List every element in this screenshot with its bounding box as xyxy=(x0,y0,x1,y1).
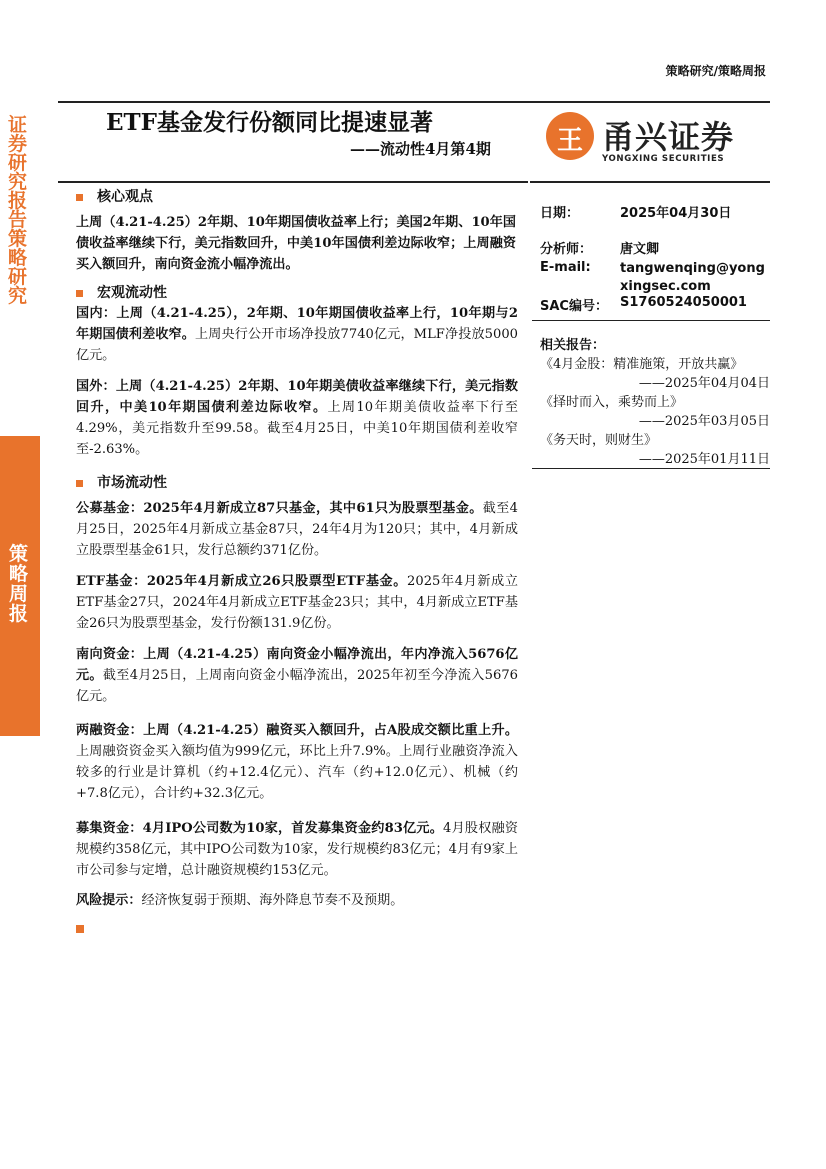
info-rule-top xyxy=(532,320,770,321)
related-report-date: ——2025年03月05日 xyxy=(638,414,770,429)
sidebar-top-text: 证券研究报告 策略研究 xyxy=(8,114,28,307)
related-report-date: ——2025年01月11日 xyxy=(638,452,770,467)
core-summary: 上周（4.21-4.25）2年期、10年期国债收益率上行；美国2年期、10年国债收益率继续下行，美元指数回升，中美10年国债利差边际收窄；上周融资买入额回升，南向资金流小幅净流出。 xyxy=(76,215,516,272)
macro-foreign-text: 上周10年期美债收益率下行至4.29%，美元指数升至99.58。截至4月25日，中美10年期国债利差收窄至-2.63%。 xyxy=(76,400,518,457)
macro-domestic-bold: 国内：上周（4.21-4.25），2年期、10年期国债收益率上行，10年期与2年期国债利差收窄。 xyxy=(76,306,518,342)
logo-name-en: YONGXING SECURITIES xyxy=(602,154,725,164)
macro-domestic-text: 上周央行公开市场净投放7740亿元，MLF净投放5000亿元。 xyxy=(76,327,518,363)
report-category-label: 策略研究/策略周报 xyxy=(665,64,766,78)
bullet-square-icon xyxy=(76,480,83,487)
logo-name-cn: 甬兴证券 xyxy=(602,118,735,156)
related-label: 相关报告： xyxy=(540,338,606,353)
bullet-square-icon xyxy=(76,194,83,201)
market-south-paragraph xyxy=(76,644,518,707)
header-rule xyxy=(58,101,770,103)
title-rule-left xyxy=(58,181,528,183)
market-etf-paragraph xyxy=(76,571,518,634)
market-margin-text: 上周融资资金买入额均值为999亿元，环比上升7.9%。上周行业融资净流入较多的行业是计算机（约+12.4亿元）、汽车（约+12.0亿元）、机械（约+7.8亿元），合计约+32.3亿元。 xyxy=(76,744,518,801)
sac-value: S1760524050001 xyxy=(620,295,747,310)
market-etf-bold: ETF基金：2025年4月新成立26只股票型ETF基金。 xyxy=(76,574,408,589)
analyst-value: 唐文卿 xyxy=(620,242,660,257)
bullet-square-icon xyxy=(76,290,83,297)
bullet-square-icon xyxy=(76,925,84,933)
info-analyst-row xyxy=(540,238,770,257)
section-market-heading: 市场流动性 xyxy=(76,472,167,492)
risk-paragraph xyxy=(76,890,518,911)
related-report-date: ——2025年04月04日 xyxy=(638,376,770,391)
sidebar-report-type xyxy=(0,102,40,436)
related-report-title[interactable]: 《择时而入，乘势而上》 xyxy=(540,395,684,410)
date-value: 2025年04月30日 xyxy=(620,206,732,221)
sidebar-mid-text: 策略周报 xyxy=(9,543,29,625)
sac-label: SAC编号： xyxy=(540,299,608,314)
info-rule-bottom xyxy=(532,468,770,469)
sidebar-report-category xyxy=(0,436,40,736)
market-etf-text: 2025年4月新成立ETF基金27只，2024年4月新成立ETF基金23只；其中，4月新成立ETF基金26只为股票型基金，发行份额131.9亿份。 xyxy=(76,574,518,631)
market-south-text: 截至4月25日，上周南向资金小幅净流出，2025年初至今净流入5676亿元。 xyxy=(76,668,518,704)
macro-foreign-bold: 国外：上周（4.21-4.25）2年期、10年期美债收益率继续下行，美元指数回升，中美10年期国债利差边际收窄。 xyxy=(76,379,518,415)
market-raise-text: 4月股权融资规模约358亿元，其中IPO公司数为10家，发行规模约83亿元；4月有9家上市公司参与定增，总计融资规模约153亿元。 xyxy=(76,821,518,878)
risk-bold: 风险提示： xyxy=(76,893,142,908)
market-fund-paragraph xyxy=(76,498,518,561)
market-margin-bold: 两融资金：上周（4.21-4.25）融资买入额回升，占A股成交额比重上升。 xyxy=(76,723,518,738)
related-report-title[interactable]: 《4月金股：精准施策，开放共赢》 xyxy=(540,357,744,372)
risk-text: 经济恢复弱于预期、海外降息节奏不及预期。 xyxy=(141,893,404,908)
related-reports xyxy=(540,334,770,469)
logo-mark-icon: 王 xyxy=(546,112,594,160)
email-label: E-mail: xyxy=(540,260,591,275)
market-raise-paragraph xyxy=(76,818,518,881)
info-sac-row xyxy=(540,295,770,314)
section-core-heading: 核心观点 xyxy=(76,186,153,206)
company-logo xyxy=(546,112,766,172)
section-macro-heading: 宏观流动性 xyxy=(76,282,167,302)
page-subtitle: ——流动性4月第4期 xyxy=(350,140,491,158)
market-fund-text: 截至4月25日，2025年4月新成立基金87只，24年4月为120只；其中，4月新成立股票型基金61只，发行总额约371亿份。 xyxy=(76,501,518,558)
info-date-row xyxy=(540,202,770,221)
date-label: 日期： xyxy=(540,206,580,221)
market-margin-paragraph xyxy=(76,720,518,804)
page-title: ETF基金发行份额同比提速显著 xyxy=(106,109,433,136)
analyst-label: 分析师： xyxy=(540,242,593,257)
market-fund-bold: 公募基金：2025年4月新成立87只基金，其中61只为股票型基金。 xyxy=(76,501,483,516)
info-email-row xyxy=(540,260,770,294)
email-value[interactable]: tangwenqing@yongxingsec.com xyxy=(620,261,765,294)
market-raise-bold: 募集资金：4月IPO公司数为10家，首发募集资金约83亿元。 xyxy=(76,821,444,836)
market-south-bold: 南向资金：上周（4.21-4.25）南向资金小幅净流出，年内净流入5676亿元。 xyxy=(76,647,518,683)
macro-domestic-paragraph xyxy=(76,303,518,366)
macro-foreign-paragraph xyxy=(76,376,518,460)
related-report-title[interactable]: 《务天时，则财生》 xyxy=(540,433,658,448)
title-rule-right xyxy=(530,181,770,183)
